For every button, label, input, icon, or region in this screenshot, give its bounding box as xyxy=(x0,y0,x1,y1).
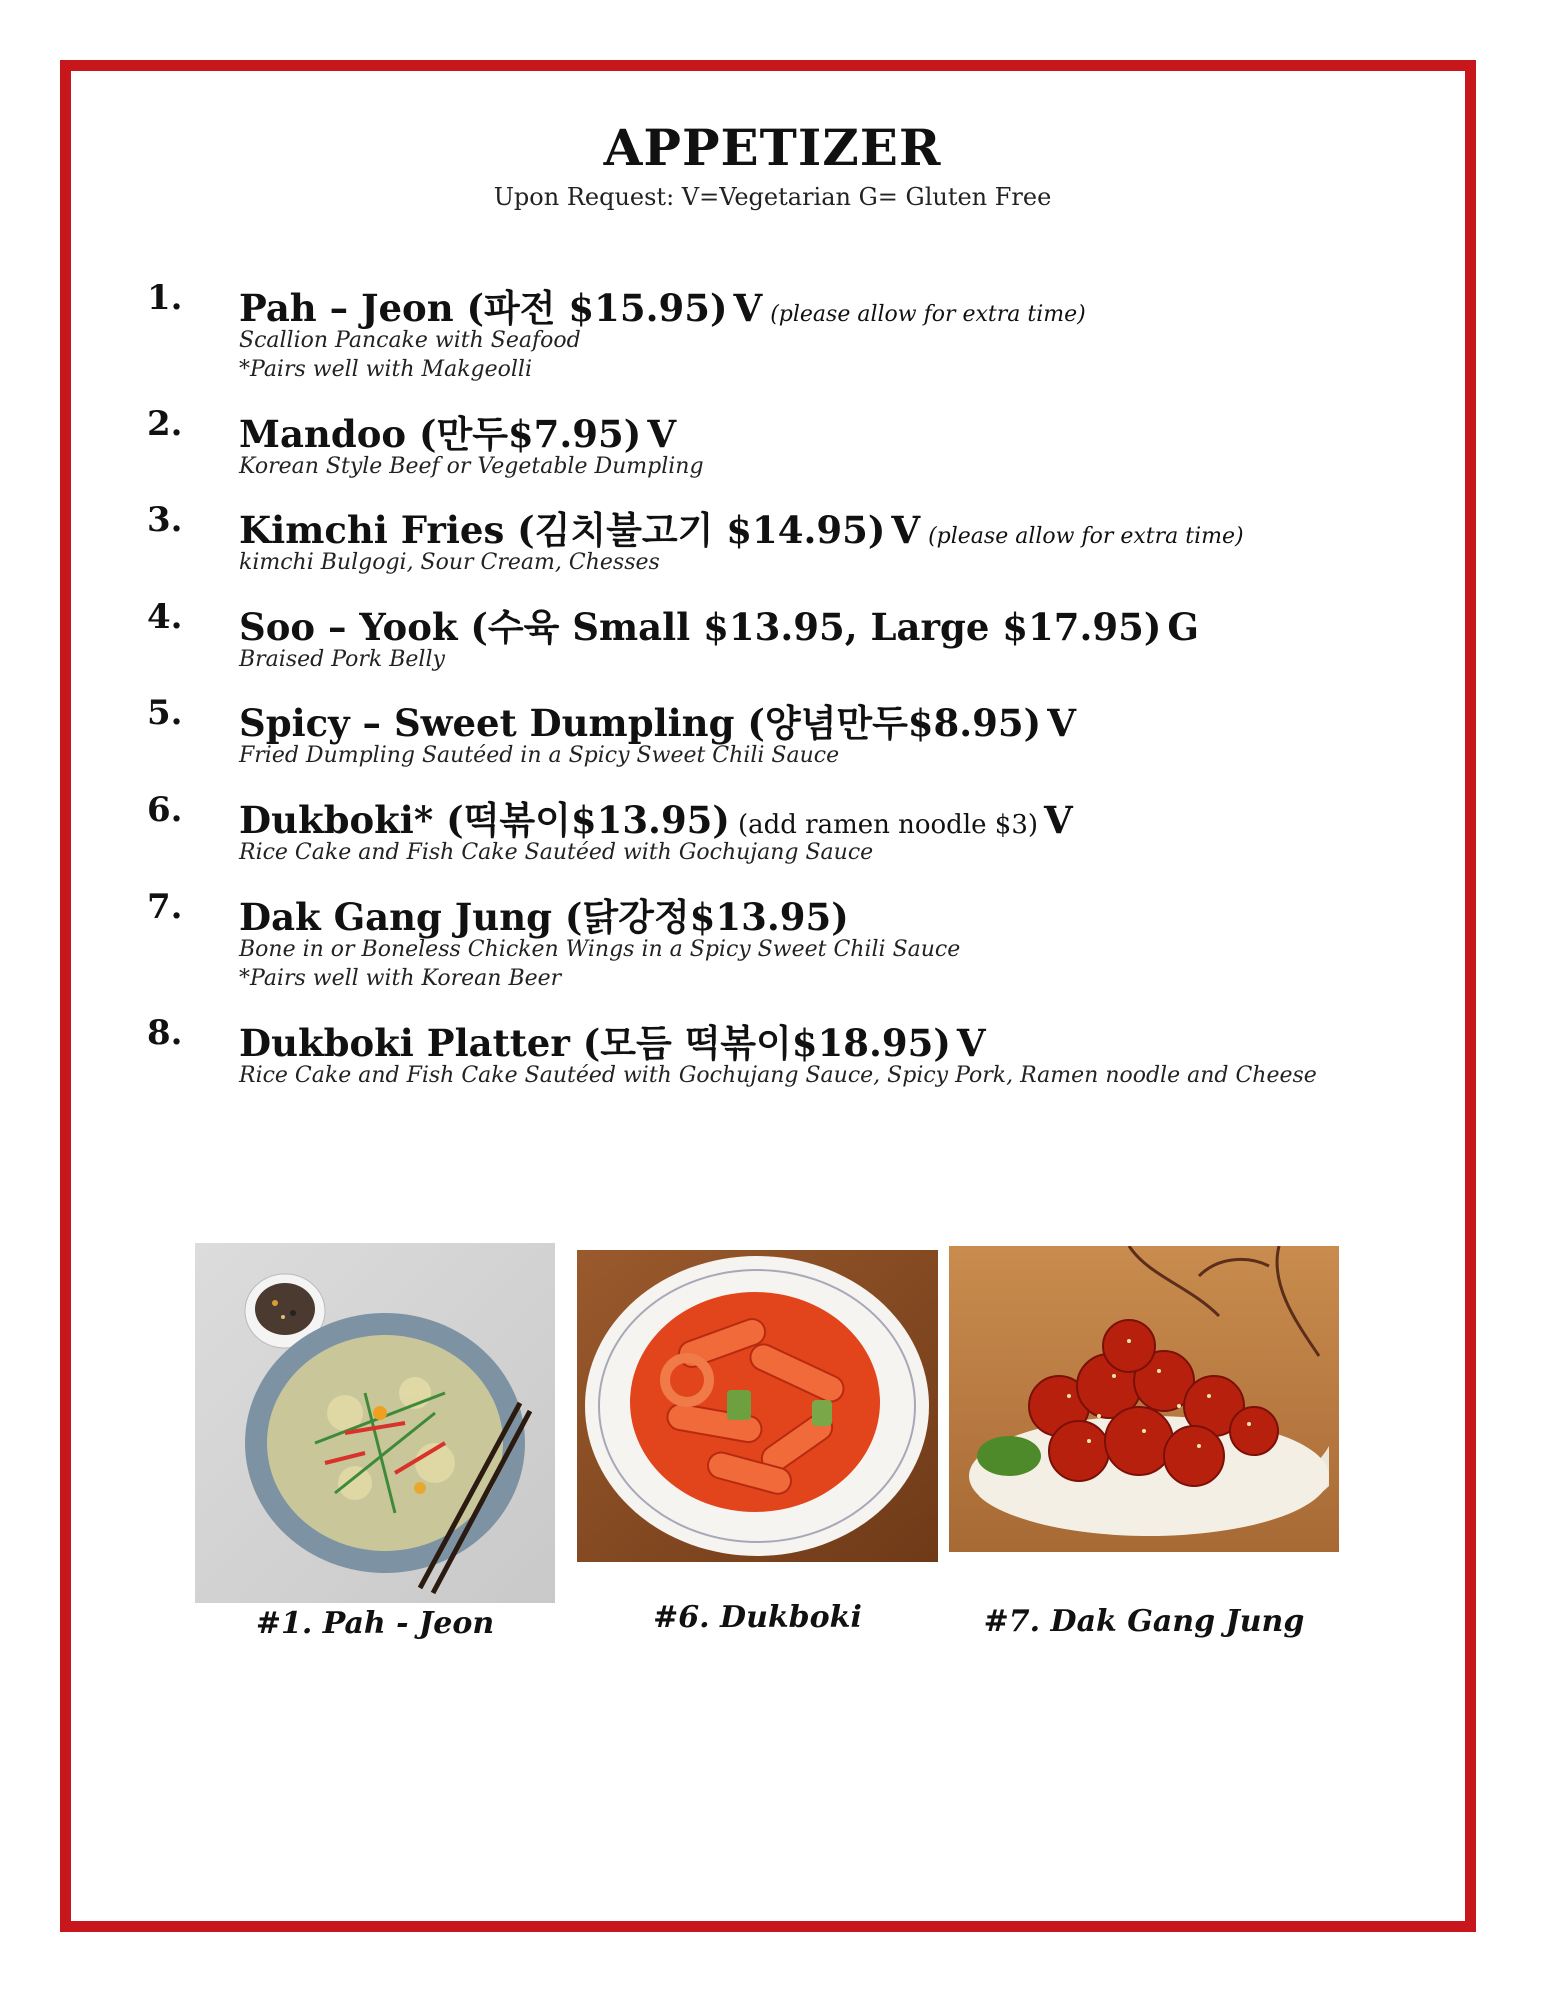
item-diet-tag: V xyxy=(891,508,921,552)
item-name: Soo – Yook (수육 Small $13.95, Large $17.95) xyxy=(239,605,1162,649)
item-diet-tag: V xyxy=(733,286,763,330)
item-description xyxy=(239,452,704,481)
description-line: Rice Cake and Fish Cake Sautéed with Gochujang Sauce, Spicy Pork, Ramen noodle and Cheese xyxy=(239,1063,1317,1088)
item-number: 2. xyxy=(147,404,183,444)
item-note: (please allow for extra time) xyxy=(770,302,1086,327)
item-heading xyxy=(239,1013,986,1067)
item-number: 6. xyxy=(147,790,183,830)
pajeon-photo xyxy=(195,1243,555,1603)
item-name: Dukboki* (떡볶이$13.95) xyxy=(239,798,730,842)
item-name: Mandoo (만두$7.95) xyxy=(239,412,642,456)
item-description xyxy=(239,548,660,577)
item-heading xyxy=(239,278,1086,332)
dukboki-photo xyxy=(577,1250,938,1562)
item-diet-tag: V xyxy=(1044,798,1073,842)
photo-caption: #7. Dak Gang Jung xyxy=(983,1604,1305,1639)
item-heading xyxy=(239,693,1076,747)
item-diet-tag: V xyxy=(1047,701,1076,745)
photo-caption: #1. Pah - Jeon xyxy=(255,1606,495,1641)
item-heading xyxy=(239,404,676,458)
item-heading xyxy=(239,790,1073,844)
item-description xyxy=(239,741,839,770)
description-line: kimchi Bulgogi, Sour Cream, Chesses xyxy=(239,550,660,575)
item-heading xyxy=(239,887,849,941)
description-line: Bone in or Boneless Chicken Wings in a Spicy Sweet Chili Sauce xyxy=(239,937,961,962)
item-name: Dukboki Platter (모듬 떡볶이$18.95) xyxy=(239,1021,951,1065)
item-description xyxy=(239,326,581,384)
description-line: Korean Style Beef or Vegetable Dumpling xyxy=(239,454,704,479)
item-name: Kimchi Fries (김치불고기 $14.95) xyxy=(239,508,886,552)
description-line: Rice Cake and Fish Cake Sautéed with Gochujang Sauce xyxy=(239,840,874,865)
item-heading xyxy=(239,597,1199,651)
item-description xyxy=(239,838,873,867)
menu-title: APPETIZER xyxy=(603,118,942,177)
description-line: *Pairs well with Korean Beer xyxy=(239,966,562,991)
item-note: (please allow for extra time) xyxy=(928,524,1244,549)
item-number: 4. xyxy=(147,597,183,637)
description-line: Scallion Pancake with Seafood xyxy=(239,328,581,353)
item-description xyxy=(239,645,445,674)
photo-caption: #6. Dukboki xyxy=(653,1600,862,1635)
item-description xyxy=(239,935,960,993)
description-line: Braised Pork Belly xyxy=(239,647,445,672)
item-number: 3. xyxy=(147,500,183,540)
description-line: *Pairs well with Makgeolli xyxy=(239,357,532,382)
item-diet-tag: V xyxy=(956,1021,986,1065)
item-number: 5. xyxy=(147,693,183,733)
item-name: Pah – Jeon (파전 $15.95) xyxy=(239,286,728,330)
item-diet-tag: V xyxy=(647,412,677,456)
item-number: 8. xyxy=(147,1013,183,1053)
description-line: Fried Dumpling Sautéed in a Spicy Sweet Chili Sauce xyxy=(239,743,840,768)
menu-subtitle: Upon Request: V=Vegetarian G= Gluten Free xyxy=(493,183,1052,211)
item-description xyxy=(239,1061,1317,1090)
item-name: Dak Gang Jung (닭강정$13.95) xyxy=(239,895,849,939)
item-number: 1. xyxy=(147,278,183,318)
dak-gang-jung-photo xyxy=(949,1246,1339,1552)
item-name: Spicy – Sweet Dumpling (양념만두$8.95) xyxy=(239,701,1042,745)
item-heading xyxy=(239,500,1244,554)
item-note: (add ramen noodle $3) xyxy=(737,810,1039,840)
item-number: 7. xyxy=(147,887,183,927)
item-diet-tag: G xyxy=(1167,605,1199,649)
